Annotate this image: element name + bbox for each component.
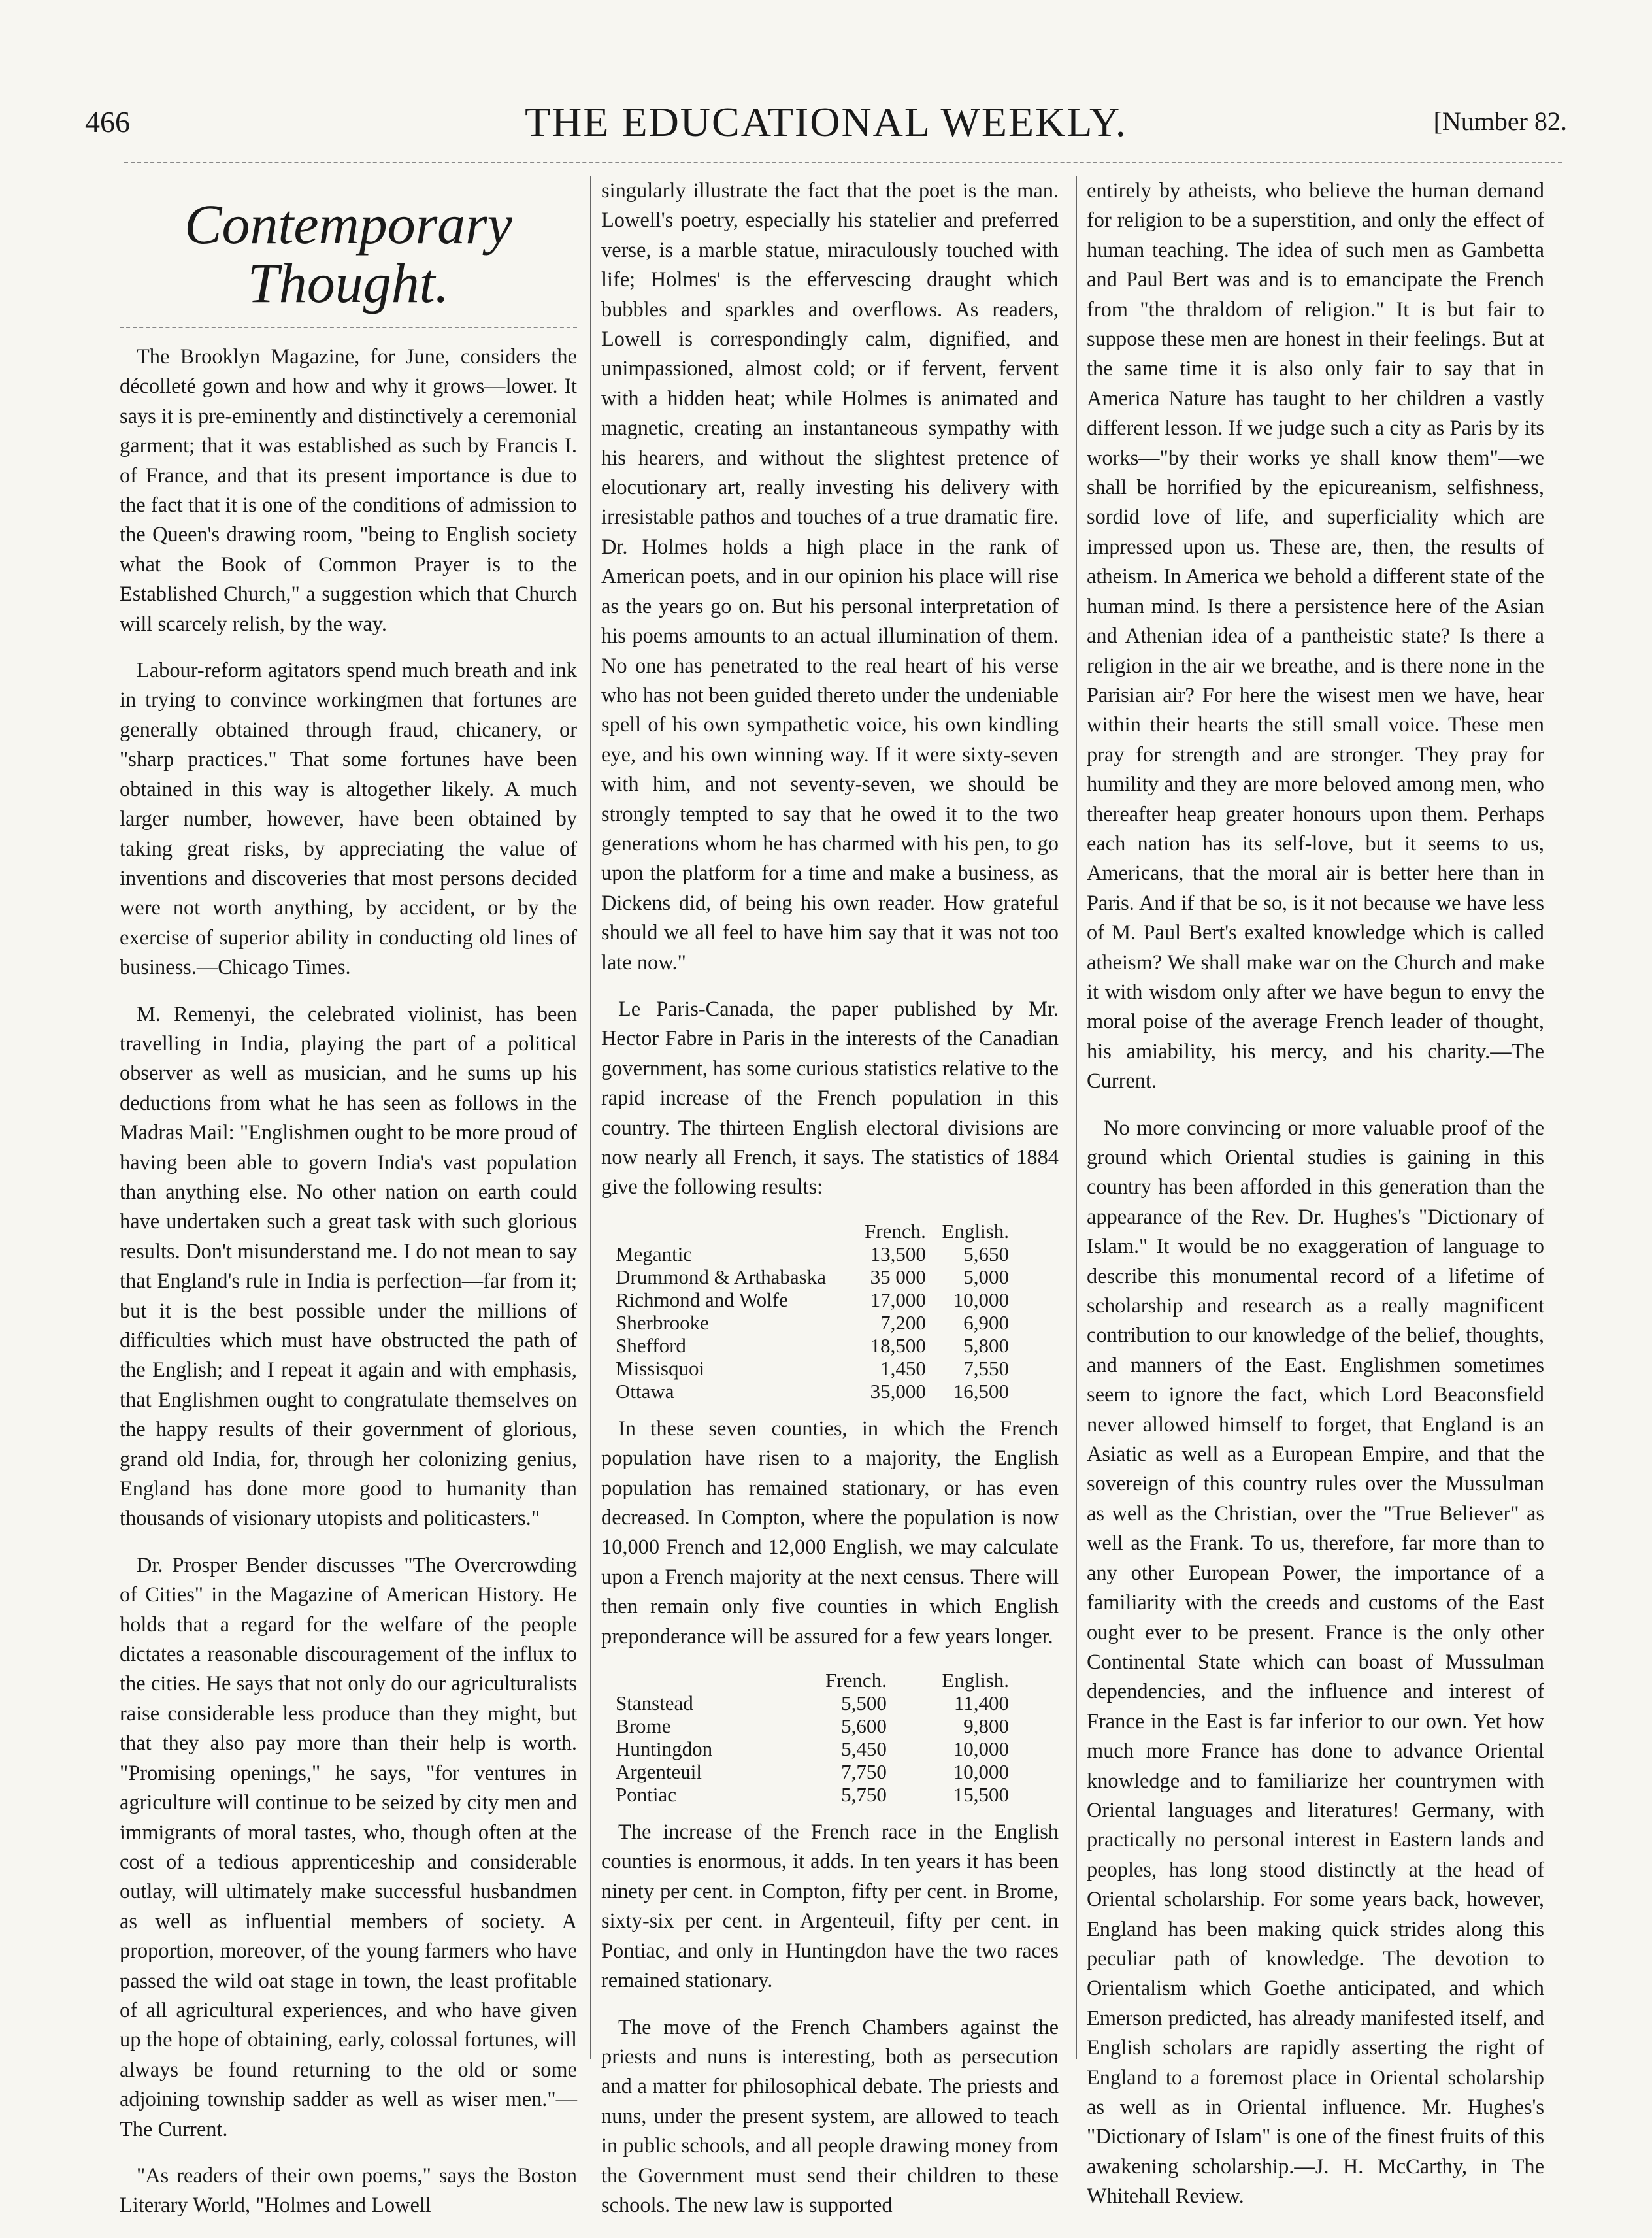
article-paragraph: The Brooklyn Magazine, for June, considers the décolleté gown and how and why it grows—lower. It says it is pre-eminently and distinctively a ceremonial garment; that it was established as such by Francis I. of France, and that its present importance is due to the fact that it is one of the conditions of admission to the Queen's drawing room, "being to English society what the Book of Common Prayer is to the Established Church," a suggestion which that Church will scarcely relish, by the way.	[120, 345, 577, 636]
article-paragraph: No more convincing or more valuable proof of the ground which Oriental studies is gaining in this country has been afforded in this generation than the appearance of the Rev. Dr. Hughes's "Dictionary of Islam." It would be no exaggeration of language to describe this monumental record of a lifetime of scholarship and research as a really magnificent contribution to our knowledge of the belief, thoughts, and manners of the East. Englishmen sometimes seem to ignore the fact, which Lord Beaconsfield never allowed himself to forget, that England is an Asiatic as well as a European Empire, and that the sovereign of this country rules over the Mussulman as well as the Christian, over the "True Believer" as well as the Frank. To us, therefore, far more than to any other European Power, the importance of a familiarity with the creeds and customs of the East ought ever to be present. France is the only other Continental State which can boast of Mussulman dependencies, and the influence and interest of France in the East is far inferior to our own. Yet how much more France has done to advance Oriental knowledge and to familiarize her countrymen with Oriental languages and literatures! Germany, with practically no personal interest in Eastern lands and peoples, has long stood distinctly at the head of Oriental scholarship. For some years back, however, England has been making quick strides along this peculiar path of knowledge. The devotion to Orientalism which Goethe anticipated, and which Emerson predicted, has already manifested itself, and English scholars are rapidly asserting the right of England to a foremost place in Oriental scholarship as well as in Oriental influence. Mr. Hughes's "Dictionary of Islam" is one of the finest fruits of this awakening scholarship.—J. H. McCarthy, in The Whitehall Review.	[1087, 1116, 1544, 2209]
county-name: Drummond & Arthabaska	[616, 1265, 827, 1288]
french-count: 7,200	[880, 1311, 926, 1334]
table-header: English.	[942, 1219, 1009, 1243]
french-count: 1,450	[880, 1356, 926, 1380]
french-count: 17,000	[870, 1288, 926, 1311]
column-divider	[590, 176, 591, 2059]
column-2	[601, 176, 1059, 2237]
table-row	[616, 1334, 1009, 1357]
table-row	[616, 1737, 1009, 1760]
article-paragraph: In these seven counties, in which the French population have risen to a majority, the English population has remained stationary, or has even decreased. In Compton, where the population is now 10,000 French and 12,000 English, we may calculate upon a French majority at the next census. There will then remain only five counties in which English preponderance will be assured for a few years longer.	[601, 1416, 1059, 1648]
county-name: Sherbrooke	[616, 1311, 709, 1334]
article-paragraph: The move of the French Chambers against the priests and nuns is interesting, both as persecution and a matter for philosophical debate. The priests and nuns, under the present system, are allowed to teach in public schools, and all people drawing money from the Government must send their children to these schools. The new law is supported	[601, 2015, 1059, 2217]
column-3	[1087, 176, 1544, 2229]
english-count: 16,500	[953, 1379, 1009, 1403]
header-rule	[124, 162, 1562, 163]
table-header: English.	[942, 1669, 1009, 1692]
issue-number: [Number 82.	[1433, 107, 1567, 136]
table-row	[616, 1357, 1009, 1380]
page-header	[85, 98, 1567, 150]
column-1	[120, 176, 577, 2238]
table-row	[616, 1311, 1009, 1334]
english-count: 6,900	[963, 1311, 1009, 1334]
english-count: 10,000	[953, 1737, 1009, 1761]
english-count: 5,800	[963, 1333, 1009, 1357]
county-name: Pontiac	[616, 1783, 676, 1807]
county-name: Missisquoi	[616, 1356, 705, 1380]
english-count: 10,000	[953, 1760, 1009, 1784]
section-title: Contemporary Thought.	[184, 193, 512, 314]
french-count: 35,000	[870, 1379, 926, 1403]
table-header	[616, 1220, 849, 1243]
county-name: Huntingdon	[616, 1737, 713, 1761]
french-count: 5,750	[841, 1783, 887, 1807]
french-count: 5,600	[841, 1714, 887, 1738]
statistics-table-1	[616, 1220, 1009, 1403]
article-paragraph: M. Remenyi, the celebrated violinist, has been travelling in India, playing the part of a political observer as well as musician, and he sums up his deductions from what he has seen as follows in the Madras Mail: "Englishmen ought to be more proud of having been able to govern India's vast population than anything else. No other nation on earth could have undertaken such a great task with such glorious results. Don't misunderstand me. I do not mean to say that England's rule in India is perfection—far from it; but it is the best possible under the millions of difficulties which must have obstructed the path of the English; and I repeat it again and with emphasis, that Englishmen ought to congratulate themselves on the happy results of their government of glorious, grand old India, for, through her colonizing genius, England has done more good to humanity than thousands of visionary utopists and politicasters."	[120, 1002, 577, 1531]
french-count: 18,500	[870, 1333, 926, 1357]
column-divider	[1076, 176, 1077, 2059]
county-name: Shefford	[616, 1333, 686, 1357]
english-count: 11,400	[953, 1692, 1009, 1715]
article-paragraph: The increase of the French race in the English counties is enormous, it adds. In ten years it has been ninety per cent. in Compton, fifty per cent. in Brome, sixty-six per cent. in Argenteuil, fifty per cent. in Pontiac, and only in Huntingdon have the two races remained stationary.	[601, 1820, 1059, 1993]
french-count: 13,500	[870, 1242, 926, 1265]
county-name: Argenteuil	[616, 1760, 702, 1784]
section-rule	[120, 327, 577, 328]
table-row	[616, 1288, 1009, 1311]
statistics-table-2	[616, 1669, 1009, 1806]
article-paragraph: entirely by atheists, who believe the human demand for religion to be a superstition, and only the effect of human teaching. The idea of such men as Gambetta and Paul Bert was and is to emancipate the French from "the thraldom of religion." It is but fair to suppose these men are honest in their feelings. But at the same time it is also only fair to say that in America Nature has taught to her children a vastly different lesson. If we judge such a city as Paris by its works—"by their works ye shall know them"—we shall be horrified by the epicureanism, selfishness, sordid love of life, and superficiality which are impressed upon us. These are, then, the results of atheism. In America we behold a different state of the human mind. Is there a persistence here of the Asian and Athenian idea of a pantheistic state? Is there a religion in the air we breathe, and is there none in the Parisian air? For here the wisest men we have, hear within their hearts the still small voice. These men pray for strength and are stronger. They pray for humility and they are more beloved among men, who thereafter heap greater honours upon them. Perhaps each nation has its self-love, but it seems to us, Americans, that the moral air is better here than in Paris. And if that be so, is it not because we have less of M. Paul Bert's exalted knowledge which is called atheism? We shall make war on the Church and make it with wisdom only after we have begun to envy the moral poise of the average French leader of thought, his amiability, his mercy, and his charity.—The Current.	[1087, 179, 1544, 1094]
french-count: 7,750	[841, 1760, 887, 1784]
article-paragraph: Labour-reform agitators spend much breath and ink in trying to convince workingmen that fortunes are generally obtained through fraud, chicanery, or "sharp practices." That some fortunes have been obtained in this way is altogether likely. A much larger number, however, have been obtained by taking great risks, by appreciating the value of inventions and discoveries that most persons decided were not worth anything, by accident, or by the exercise of superior ability in conducting old lines of business.—Chicago Times.	[120, 659, 577, 980]
table-row	[616, 1380, 1009, 1403]
article-paragraph: singularly illustrate the fact that the poet is the man. Lowell's poetry, especially his statelier and preferred verse, is a marble statue, miraculously touched with life; Holmes' is the effervescing draught which bubbles and sparkles and overflows. As readers, Lowell is correspondingly calm, dignified, and unimpassioned, almost cold; or if fervent, fervent with a hidden heat; while Holmes is animated and magnetic, creating an instantaneous sympathy with his hearers, and without the slightest pretence of elocutionary art, really investing his delivery with irresistable pathos and touches of a true dramatic fire. Dr. Holmes holds a high place in the rank of American poets, and in our opinion his place will rise as the years go on. But his personal interpretation of his poems amounts to an actual illumination of them. No one has penetrated to the real heart of his verse who has not been guided thereto under the undeniable spell of his own sympathetic voice, his own kindling eye, and his own winning way. If it were sixty-seven with him, and not seventy-seven, we should be strongly tempted to say that he owed it to the two generations whom he has charmed with his pen, to go upon the platform for a time and make a business, as Dickens did, of being his own reader. How grateful should we all feel to have him say that it was not too late now."	[601, 179, 1059, 975]
english-count: 7,550	[963, 1356, 1009, 1380]
table-header: French.	[865, 1219, 926, 1243]
article-paragraph: Dr. Prosper Bender discusses "The Overcrowding of Cities" in the Magazine of American History. He holds that a regard for the welfare of the people dictates a reasonable discouragement of the influx to the cities. He says that not only do our agriculturalists raise considerable less produce than they might, but that they also pay more than their help is worth. "Promising openings," he says, "for ventures in agriculture will continue to be seized by city men and immigrants of moral tastes, who, though often at the cost of a tedious apprenticeship and considerable outlay, will ultimately make successful husbandmen as well as influential members of society. A proportion, moreover, of the young farmers who have passed the wild oat stage in town, the least profitable of all agricultural experiences, and who have given up the hope of obtaining, early, colossal fortunes, will always be found returning to the old or some adjoining township sadder as well as wiser men."—The Current.	[120, 1553, 577, 2141]
table-row	[616, 1265, 1009, 1288]
table-row	[616, 1714, 1009, 1737]
page-number: 466	[85, 105, 130, 139]
county-name: Brome	[616, 1714, 671, 1738]
article-paragraph: Le Paris-Canada, the paper published by Mr. Hector Fabre in Paris in the interests of the Canadian government, has some curious statistics relative to the rapid increase of the French population in this country. The thirteen English electoral divisions are now nearly all French, it says. The statistics of 1884 give the following results:	[601, 997, 1059, 1199]
article-paragraph: "As readers of their own poems," says the Boston Literary World, "Holmes and Lowell	[120, 2163, 577, 2218]
county-name: Megantic	[616, 1242, 693, 1265]
english-count: 15,500	[953, 1783, 1009, 1807]
french-count: 5,500	[841, 1692, 887, 1715]
table-row	[616, 1783, 1009, 1806]
table-header: French.	[825, 1669, 887, 1692]
county-name: Ottawa	[616, 1379, 674, 1403]
county-name: Richmond and Wolfe	[616, 1288, 788, 1311]
table-row	[616, 1692, 1009, 1714]
table-row	[616, 1760, 1009, 1783]
table-header	[616, 1669, 774, 1692]
english-count: 5,000	[963, 1265, 1009, 1288]
french-count: 5,450	[841, 1737, 887, 1761]
english-count: 9,800	[963, 1714, 1009, 1738]
county-name: Stanstead	[616, 1692, 693, 1715]
table-row	[616, 1243, 1009, 1265]
english-count: 5,650	[963, 1242, 1009, 1265]
french-count: 35 000	[870, 1265, 926, 1288]
journal-title: THE EDUCATIONAL WEEKLY.	[525, 99, 1127, 145]
english-count: 10,000	[953, 1288, 1009, 1311]
